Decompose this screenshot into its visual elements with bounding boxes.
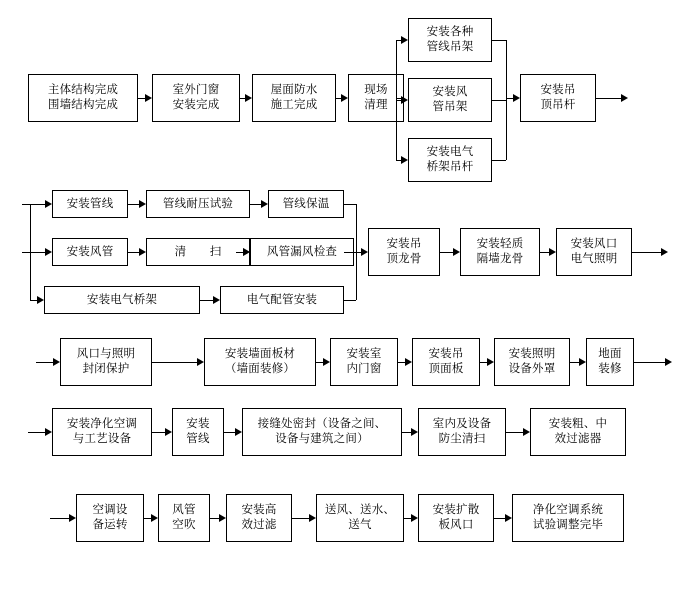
flow-node-line: 顶吊杆	[540, 99, 576, 111]
flow-node	[268, 190, 344, 218]
flow-connector	[344, 204, 356, 205]
flow-node-line: 安装轻质	[476, 238, 524, 250]
flow-node	[252, 74, 336, 122]
flow-node	[52, 238, 128, 266]
flow-node-line: 清理	[364, 99, 388, 111]
flow-node-line: 电气配管安装	[246, 293, 318, 306]
flow-node	[250, 238, 354, 266]
flow-arrow	[316, 358, 330, 366]
flow-node-line: 管吊架	[432, 101, 468, 113]
flow-arrow	[28, 428, 52, 436]
flow-node-line: 清 扫	[174, 245, 222, 258]
flow-node	[158, 494, 210, 542]
flow-arrow	[540, 248, 556, 256]
flow-node-line: 效过滤器	[554, 433, 602, 445]
flow-arrow	[250, 200, 268, 208]
flow-node-line: 送风、送水、	[324, 504, 396, 516]
flow-node	[530, 408, 626, 456]
flow-node-line: 围墙结构完成	[47, 99, 119, 111]
flow-node	[52, 408, 152, 456]
flow-node-line: 管线耐压试验	[162, 197, 234, 210]
flow-arrow	[396, 96, 408, 104]
flow-node	[146, 190, 250, 218]
flow-arrow	[138, 94, 152, 102]
flow-node-line: 管线	[186, 433, 210, 445]
flow-node-line: 安装风管	[66, 245, 114, 258]
flow-node	[586, 338, 634, 386]
flow-arrow	[30, 296, 44, 304]
flow-node-line: 安装完成	[172, 99, 220, 111]
flow-node-line: 安装粗、中	[548, 418, 608, 430]
flow-connector	[492, 40, 506, 41]
flow-node-line: 效过滤	[241, 519, 277, 531]
flow-arrow	[224, 428, 242, 436]
flow-node-line: 内门窗	[346, 363, 382, 375]
flow-node	[368, 228, 440, 276]
flow-node	[460, 228, 540, 276]
flow-arrow	[396, 36, 408, 44]
flow-arrow	[494, 514, 512, 522]
flow-node	[172, 408, 224, 456]
flow-arrow	[398, 358, 412, 366]
flow-arrow	[36, 358, 60, 366]
flow-node	[494, 338, 570, 386]
flow-arrow	[236, 248, 250, 256]
flow-arrow	[50, 514, 76, 522]
flow-node-line: 安装	[186, 418, 210, 430]
flow-arrow	[152, 428, 172, 436]
flow-node-line: 室内及设备	[432, 418, 492, 430]
flow-node	[330, 338, 398, 386]
flow-arrow	[506, 94, 520, 102]
flow-node	[76, 494, 144, 542]
flow-node-line: 装修	[598, 363, 622, 375]
flow-node-line: 现场	[364, 84, 388, 96]
flow-node-line: 顶龙骨	[386, 253, 422, 265]
flow-node-line: 管线吊架	[426, 41, 474, 53]
flow-node-line: 电气照明	[570, 253, 618, 265]
flow-node	[204, 338, 316, 386]
flow-node	[60, 338, 152, 386]
flow-node-line: 空调设	[92, 504, 128, 516]
flow-node	[408, 18, 492, 62]
flow-node-line: （墙面装修）	[224, 363, 296, 375]
flow-node-line: 与工艺设备	[72, 433, 132, 445]
flow-node	[220, 286, 344, 314]
flow-node-line: 设备与建筑之间）	[275, 433, 369, 445]
flow-arrow	[128, 248, 146, 256]
flow-node-line: 试验调整完毕	[532, 519, 604, 531]
flow-node	[408, 138, 492, 182]
flow-node	[44, 286, 200, 314]
flow-node-line: 隔墙龙骨	[476, 253, 524, 265]
flow-connector	[492, 100, 506, 101]
flow-node-line: 空吹	[172, 519, 196, 531]
flow-node	[556, 228, 632, 276]
flow-arrow	[632, 248, 668, 256]
flow-connector	[344, 300, 356, 301]
flow-node-line: 屋面防水	[270, 84, 318, 96]
flow-arrow	[240, 94, 252, 102]
flow-node-line: 风口与照明	[76, 348, 136, 360]
flow-arrow	[596, 94, 628, 102]
flow-arrow	[402, 428, 418, 436]
flow-node	[242, 408, 402, 456]
flow-node-line: 地面	[598, 348, 622, 360]
flow-node-line: 安装吊	[428, 348, 464, 360]
flow-node-line: 安装吊	[386, 238, 422, 250]
flow-node-line: 安装净化空调	[66, 418, 138, 430]
flow-arrow	[22, 248, 52, 256]
flow-node-line: 安装电气桥架	[86, 293, 158, 306]
flow-node-line: 安装管线	[66, 197, 114, 210]
flow-node	[226, 494, 292, 542]
flow-node-line: 风管漏风检查	[266, 245, 338, 258]
flow-arrow	[396, 156, 408, 164]
flow-connector	[30, 204, 31, 300]
flow-connector	[344, 252, 356, 253]
flow-arrow	[506, 428, 530, 436]
flow-arrow	[336, 94, 348, 102]
flow-connector	[492, 160, 506, 161]
flow-node-line: 安装吊	[540, 84, 576, 96]
flow-arrow	[480, 358, 494, 366]
flow-node	[52, 190, 128, 218]
flow-node-line: 接缝处密封（设备之间、	[257, 418, 387, 430]
flow-arrow	[292, 514, 316, 522]
flow-node-line: 安装墙面板材	[224, 348, 296, 360]
flow-node-line: 安装扩散	[432, 504, 480, 516]
flow-node-line: 净化空调系统	[532, 504, 604, 516]
flow-node-line: 设备外罩	[508, 363, 556, 375]
flow-node-line: 送气	[348, 519, 372, 531]
flow-node-line: 桥架吊杆	[426, 161, 474, 173]
flow-node-line: 安装电气	[426, 146, 474, 158]
flow-arrow	[152, 358, 204, 366]
flow-node-line: 安装室	[346, 348, 382, 360]
flow-node-line: 安装高	[241, 504, 277, 516]
flow-node	[152, 74, 240, 122]
flow-node-line: 顶面板	[428, 363, 464, 375]
flow-arrow	[22, 200, 52, 208]
flow-arrow	[356, 248, 368, 256]
flow-arrow	[440, 248, 460, 256]
flow-arrow	[144, 514, 158, 522]
flow-node-line: 主体结构完成	[47, 84, 119, 96]
flow-node-line: 施工完成	[270, 99, 318, 111]
flow-node-line: 安装照明	[508, 348, 556, 360]
flow-arrow	[128, 200, 146, 208]
flow-node-line: 风管	[172, 504, 196, 516]
flow-node	[412, 338, 480, 386]
flow-node-line: 安装各种	[426, 26, 474, 38]
flow-node-line: 封闭保护	[82, 363, 130, 375]
flow-node-line: 管线保温	[282, 197, 330, 210]
flow-node-line: 安装风	[432, 86, 468, 98]
flow-node-line: 室外门窗	[172, 84, 220, 96]
flow-node	[520, 74, 596, 122]
flow-arrow	[210, 514, 226, 522]
flow-node	[316, 494, 404, 542]
flow-node	[28, 74, 138, 122]
flow-node	[408, 78, 492, 122]
flow-arrow	[570, 358, 586, 366]
flow-node	[146, 238, 250, 266]
flow-node	[418, 408, 506, 456]
flow-arrow	[404, 514, 418, 522]
flow-node	[512, 494, 624, 542]
flow-node	[418, 494, 494, 542]
flow-node-line: 板风口	[438, 519, 474, 531]
flow-node-line: 防尘清扫	[438, 433, 486, 445]
flow-arrow	[634, 358, 672, 366]
flow-node-line: 备运转	[92, 519, 128, 531]
flow-node-line: 安装风口	[570, 238, 618, 250]
flow-arrow	[200, 296, 220, 304]
